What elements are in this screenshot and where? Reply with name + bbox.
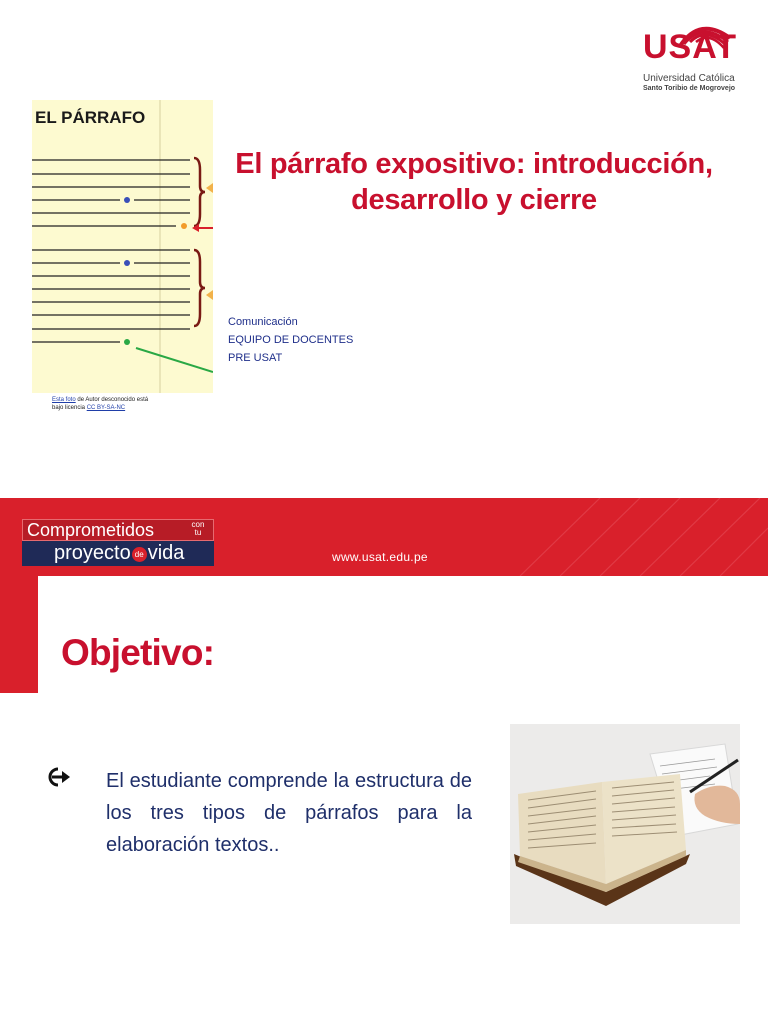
- logo-university-subname: Santo Toribio de Mogrovejo: [643, 85, 736, 92]
- slogan-vida: vida: [147, 542, 185, 564]
- diagram-heading: EL PÁRRAFO: [35, 108, 146, 127]
- side-accent-bar: [0, 576, 38, 693]
- circle-arrow-bullet-icon: [48, 767, 70, 787]
- slide-title-line2: desarrollo y cierre: [351, 184, 597, 216]
- slide-title: [220, 146, 728, 218]
- slogan-de-badge: de: [132, 547, 147, 562]
- team-name: EQUIPO DE DOCENTES: [228, 334, 354, 346]
- paragraph-lines-illustration: [32, 100, 213, 393]
- course-name: Comunicación: [228, 316, 298, 328]
- slogan-top-box: [22, 519, 214, 541]
- logo-university-name: Universidad Católica: [643, 73, 735, 84]
- paragraph-diagram-image: [32, 100, 213, 393]
- slogan-con: con: [191, 520, 205, 529]
- slogan-comprometidos: Comprometidos: [27, 520, 155, 540]
- license-link[interactable]: CC BY-SA-NC: [86, 405, 126, 411]
- attribution-text: de Autor desconocido está: [75, 397, 149, 403]
- open-book-illustration: [510, 724, 740, 924]
- slide-title-line1: El párrafo expositivo: introducción,: [235, 148, 713, 180]
- photo-link[interactable]: Esta foto: [52, 397, 76, 403]
- logo-wordmark: USAT: [643, 28, 738, 66]
- objective-heading: Objetivo:: [61, 632, 215, 673]
- license-text: bajo licencia: [52, 405, 87, 411]
- slogan-proyecto: proyecto: [54, 542, 131, 564]
- slogan-bottom-box: [22, 541, 214, 566]
- program-name: PRE USAT: [228, 352, 283, 364]
- open-book-photo: [510, 724, 740, 924]
- slogan-con-tu: [188, 521, 208, 537]
- image-attribution: [52, 396, 212, 412]
- objective-text: El estudiante comprende la estructura de los tres tipos de párrafos para la elaboración textos..: [106, 770, 472, 856]
- website-link[interactable]: www.usat.edu.pe: [332, 550, 428, 564]
- usat-logo: [640, 18, 740, 98]
- slogan-tu: tu: [194, 528, 202, 537]
